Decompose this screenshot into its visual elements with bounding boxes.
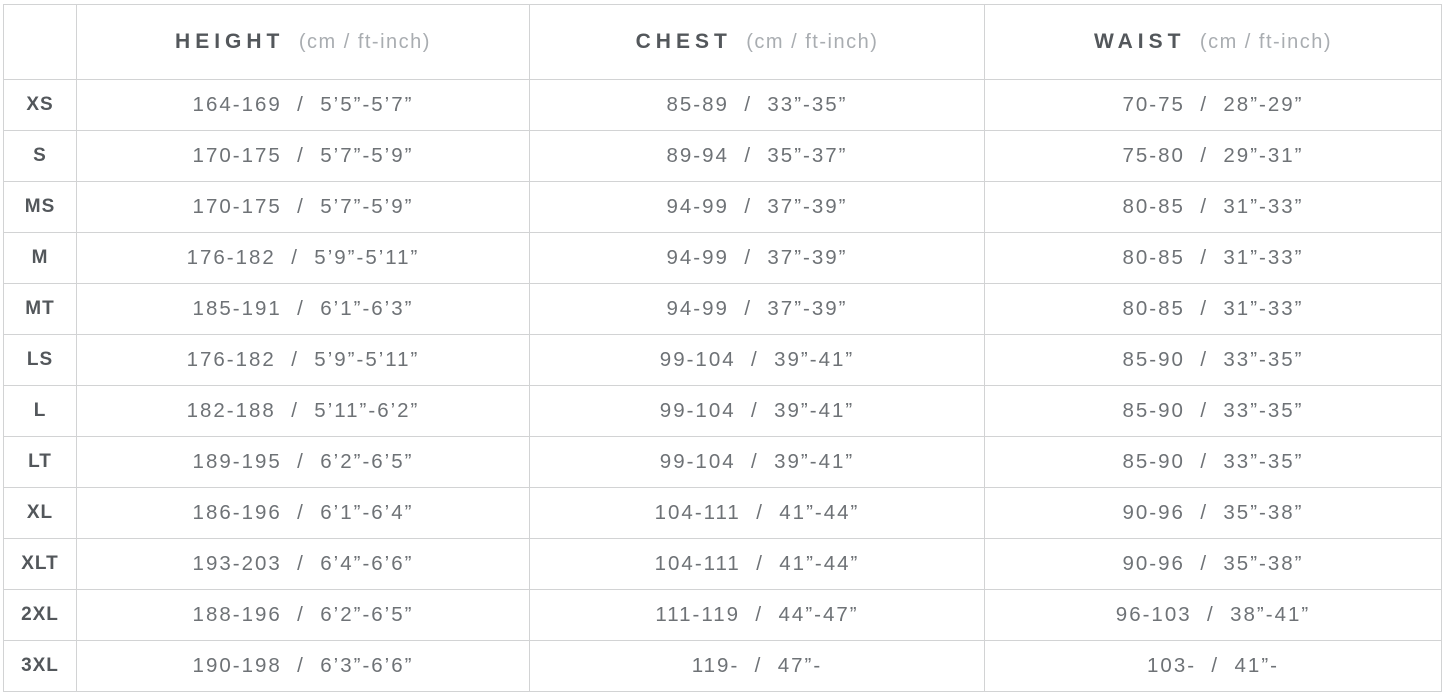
size-label: LT: [4, 437, 77, 488]
size-label: L: [4, 386, 77, 437]
height-value: 176-182 / 5’9”-5’11”: [77, 335, 530, 386]
table-row-lt: [4, 437, 1442, 488]
size-label: M: [4, 233, 77, 284]
chest-value: 104-111 / 41”-44”: [530, 539, 985, 590]
table-row-m: [4, 233, 1442, 284]
size-label: MS: [4, 182, 77, 233]
height-value: 190-198 / 6’3”-6’6”: [77, 641, 530, 692]
waist-value: 90-96 / 35”-38”: [985, 488, 1442, 539]
height-value: 188-196 / 6’2”-6’5”: [77, 590, 530, 641]
table-row-l: [4, 386, 1442, 437]
waist-value: 85-90 / 33”-35”: [985, 437, 1442, 488]
waist-value: 80-85 / 31”-33”: [985, 284, 1442, 335]
chest-value: 119- / 47”-: [530, 641, 985, 692]
height-value: 185-191 / 6’1”-6’3”: [77, 284, 530, 335]
size-label: MT: [4, 284, 77, 335]
chest-value: 94-99 / 37”-39”: [530, 284, 985, 335]
waist-value: 75-80 / 29”-31”: [985, 131, 1442, 182]
height-value: 186-196 / 6’1”-6’4”: [77, 488, 530, 539]
chest-value: 104-111 / 41”-44”: [530, 488, 985, 539]
table-row-xlt: [4, 539, 1442, 590]
table-row-mt: [4, 284, 1442, 335]
size-label: S: [4, 131, 77, 182]
header-row: [4, 5, 1442, 80]
table-row-s: [4, 131, 1442, 182]
waist-column-unit: (cm / ft-inch): [1199, 31, 1333, 53]
height-column-unit: (cm / ft-inch): [298, 31, 431, 53]
waist-value: 96-103 / 38”-41”: [985, 590, 1442, 641]
height-value: 164-169 / 5’5”-5’7”: [77, 80, 530, 131]
size-label: XLT: [4, 539, 77, 590]
column-header-chest: [530, 5, 985, 80]
waist-column-title: WAIST: [1093, 30, 1186, 53]
chest-column-unit: (cm / ft-inch): [746, 31, 879, 53]
chest-value: 99-104 / 39”-41”: [530, 437, 985, 488]
waist-value: 85-90 / 33”-35”: [985, 335, 1442, 386]
waist-value: 80-85 / 31”-33”: [985, 182, 1442, 233]
waist-value: 103- / 41”-: [985, 641, 1442, 692]
chest-value: 94-99 / 37”-39”: [530, 233, 985, 284]
height-value: 170-175 / 5’7”-5’9”: [77, 182, 530, 233]
height-value: 170-175 / 5’7”-5’9”: [77, 131, 530, 182]
corner-cell: [4, 5, 77, 80]
table-row-2xl: [4, 590, 1442, 641]
table-row-xl: [4, 488, 1442, 539]
waist-value: 85-90 / 33”-35”: [985, 386, 1442, 437]
chest-value: 94-99 / 37”-39”: [530, 182, 985, 233]
chest-column-title: CHEST: [635, 30, 732, 53]
height-column-title: HEIGHT: [175, 30, 285, 53]
waist-value: 80-85 / 31”-33”: [985, 233, 1442, 284]
column-header-waist: [985, 5, 1442, 80]
table-row-ls: [4, 335, 1442, 386]
table-row-xs: [4, 80, 1442, 131]
height-value: 189-195 / 6’2”-6’5”: [77, 437, 530, 488]
size-label: LS: [4, 335, 77, 386]
chest-value: 99-104 / 39”-41”: [530, 386, 985, 437]
table-row-ms: [4, 182, 1442, 233]
size-label: 3XL: [4, 641, 77, 692]
waist-value: 90-96 / 35”-38”: [985, 539, 1442, 590]
size-label: XS: [4, 80, 77, 131]
size-label: 2XL: [4, 590, 77, 641]
size-chart-table: [3, 4, 1442, 692]
height-value: 193-203 / 6’4”-6’6”: [77, 539, 530, 590]
chest-value: 99-104 / 39”-41”: [530, 335, 985, 386]
height-value: 182-188 / 5’11”-6’2”: [77, 386, 530, 437]
column-header-height: [77, 5, 530, 80]
height-value: 176-182 / 5’9”-5’11”: [77, 233, 530, 284]
table-row-3xl: [4, 641, 1442, 692]
waist-value: 70-75 / 28”-29”: [985, 80, 1442, 131]
chest-value: 89-94 / 35”-37”: [530, 131, 985, 182]
chest-value: 111-119 / 44”-47”: [530, 590, 985, 641]
chest-value: 85-89 / 33”-35”: [530, 80, 985, 131]
size-label: XL: [4, 488, 77, 539]
